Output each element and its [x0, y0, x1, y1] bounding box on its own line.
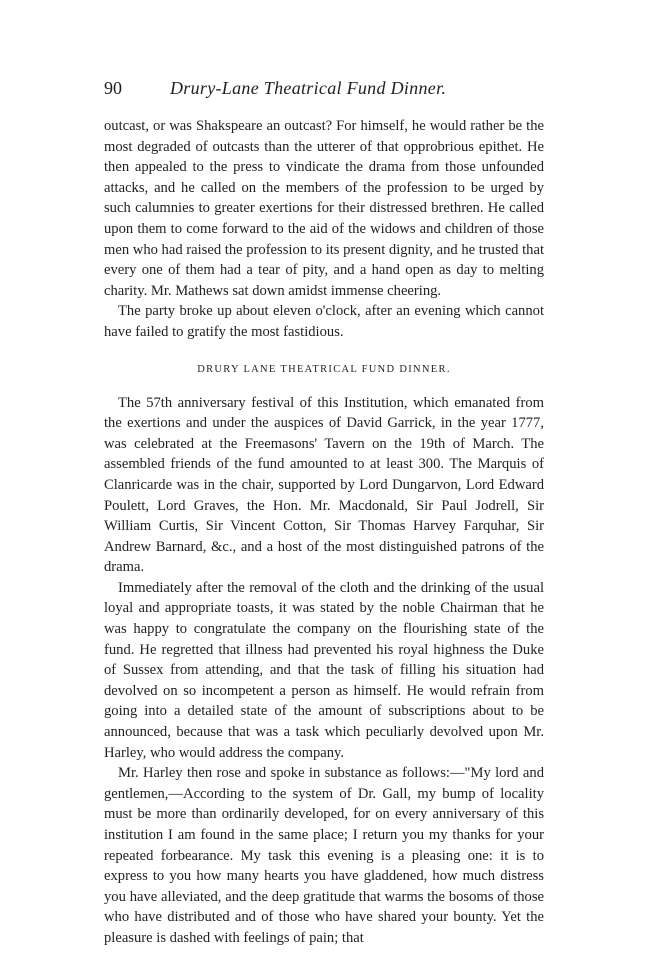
body-text	[104, 116, 544, 949]
running-head	[104, 78, 544, 108]
paragraph-party-broke-up: The party broke up about eleven o'clock, after an evening which cannot have failed to gratify the most fastidious.	[104, 303, 544, 340]
running-title: Drury-Lane Theatrical Fund Dinner.	[170, 78, 447, 98]
page-number: 90	[104, 78, 122, 98]
paragraph-anniversary: The 57th anniversary festival of this Institution, which emanated from the exertions and under the auspices of David Garrick, in the year 1777, was celebrated at the Freemasons' Tavern on the 19th of March. The assembled friends of the fund amounted to at least 300. The Marquis of Clanricarde was in the chair, supported by Lord Dungarvon, Lord Edward Poulett, Lord Graves, the Hon. Mr. Macdonald, Sir Paul Jodrell, Sir William Curtis, Sir Vincent Cotton, Sir Thomas Harvey Farquhar, Sir Andrew Barnard, &c., and a host of the most distinguished patrons of the drama.	[104, 394, 544, 576]
paragraph-toasts: Immediately after the removal of the cloth and the drinking of the usual loyal and appropriate toasts, it was stated by the noble Chairman that he was happy to congratulate the company on the flourishing state of the fund. He regretted that illness had prevented his royal highness the Duke of Sussex from attending, and that the task of filling his situation had devolved on so incompetent a person as himself. He would refrain from going into a detailed state of the amount of subscriptions about to be announced, because that was a task which peculiarly devolved upon Mr. Harley, who would address the company.	[104, 579, 544, 761]
paragraph-continuation: outcast, or was Shakspeare an outcast? For himself, he would rather be the most degraded of outcasts than the utterer of that opprobrious epithet. He then appealed to the press to vindicate the drama from those unfounded attacks, and he called on the members of the profession to be urged by such calumnies to greater exertions for their distressed brethren. He called upon them to come forward to the aid of the widows and children of those men who had raised the profession to its present dignity, and he trusted that every one of them had a tear of pity, and a hand open as day to melting charity. Mr. Mathews sat down amidst immense cheering.	[104, 118, 545, 299]
book-page	[104, 78, 544, 949]
paragraph-harley-speech: Mr. Harley then rose and spoke in substance as follows:—"My lord and gentlemen,—According to the system of Dr. Gall, my bump of locality must be more than ordinarily developed, for on every anniversary of this institution I am found in the same place; I return you my thanks for your repeated forbearance. My task this evening is a pleasing one: it is to express to you how many hearts you have gladdened, how much distress you have alleviated, and the deep gratitude that warms the bosoms of those who have distributed and of those who have shared your bounty. Yet the pleasure is dashed with feelings of pain; that	[104, 765, 544, 946]
section-heading: DRURY LANE THEATRICAL FUND DINNER.	[197, 363, 451, 375]
